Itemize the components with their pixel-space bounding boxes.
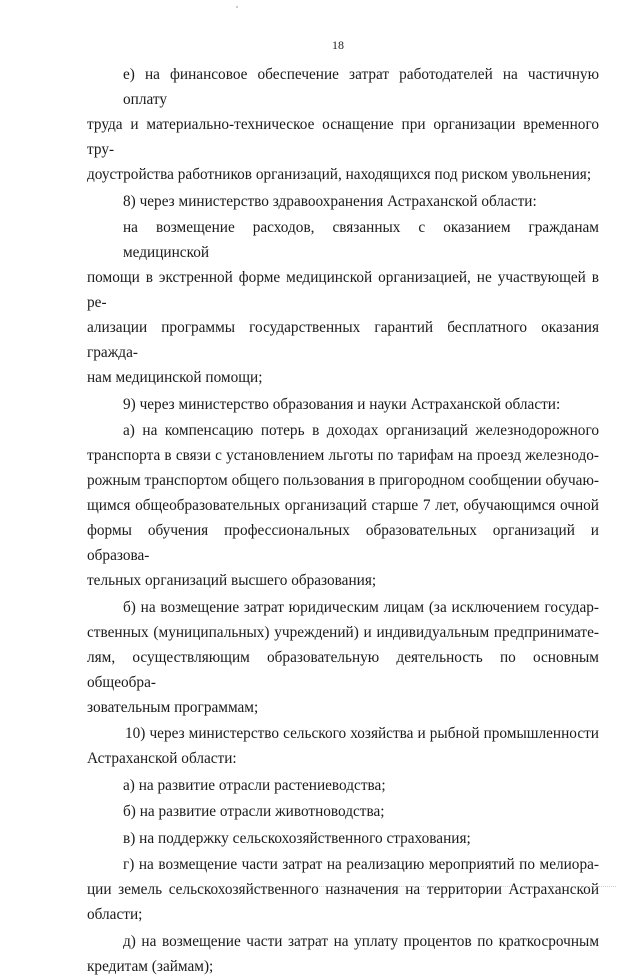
scan-artifact-line xyxy=(316,886,616,891)
paragraph xyxy=(87,189,599,214)
paragraph xyxy=(87,799,599,824)
paragraph xyxy=(87,392,599,417)
text-line: транспорта в связи с установлением льготы по тарифам на проезд железнодо- xyxy=(87,447,599,464)
text-line: Астраханской области: xyxy=(87,750,237,767)
text-line: ции земель сельскохозяйственного назначения на территории Астраханской xyxy=(87,881,599,898)
text-line: зовательным программам; xyxy=(87,698,259,716)
text-line: помощи в экстренной форме медицинской организацией, не участвующей в ре- xyxy=(87,269,599,311)
text-line: тельных организаций высшего образования; xyxy=(87,572,377,589)
text-line: е) на финансовое обеспечение затрат работодателей на частичную оплату xyxy=(123,66,599,108)
paragraph xyxy=(87,418,599,593)
paragraph xyxy=(87,826,599,851)
text-line: области; xyxy=(87,906,143,923)
text-line: а) на компенсацию потерь в доходах организаций железнодорожного xyxy=(123,422,599,439)
text-line: а) на развитие отрасли растениеводства; xyxy=(123,776,386,794)
text-line: нам медицинской помощи; xyxy=(87,369,263,386)
page-number: 18 xyxy=(332,38,344,52)
paragraph xyxy=(87,773,599,798)
text-line: лям, осуществляющим образовательную деятельность по основным общеобра- xyxy=(87,648,599,691)
text-line: 10) через министерство сельского хозяйства и рыбной промышленности xyxy=(125,725,599,742)
text-line: ственных (муниципальных) учреждений) и индивидуальным предпринимате- xyxy=(87,623,599,641)
text-line: ализации программы государственных гарантий бесплатного оказания гражда- xyxy=(87,319,599,361)
scan-artifact xyxy=(236,6,238,8)
document-body xyxy=(87,62,599,980)
paragraph xyxy=(87,929,599,979)
paragraph xyxy=(87,62,599,187)
paragraph xyxy=(87,215,599,390)
text-line: щимся общеобразовательных организаций старше 7 лет, обучающимся очной xyxy=(87,497,599,514)
text-line: 8) через министерство здравоохранения Астраханской области: xyxy=(123,192,537,210)
text-line: в) на поддержку сельскохозяйственного страхования; xyxy=(123,829,471,847)
text-line: формы обучения профессиональных образовательных организаций и образова- xyxy=(87,522,599,564)
text-line: б) на развитие отрасли животноводства; xyxy=(123,803,385,820)
text-line: доустройства работников организаций, находящихся под риском увольнения; xyxy=(87,166,592,183)
text-line: на возмещение расходов, связанных с оказанием гражданам медицинской xyxy=(123,219,599,261)
text-line: г) на возмещение части затрат на реализацию мероприятий по мелиора- xyxy=(123,856,599,873)
text-line: д) на возмещение части затрат на уплату процентов по краткосрочным xyxy=(123,932,599,950)
paragraph xyxy=(87,721,599,771)
text-line: б) на возмещение затрат юридическим лицам (за исключением государ- xyxy=(123,598,599,616)
text-line: труда и материально-техническое оснащение при организации временного тру- xyxy=(87,116,599,158)
text-line: рожным транспортом общего пользования в пригородном сообщении обучаю- xyxy=(87,472,599,489)
paragraph xyxy=(87,595,599,720)
text-line: 9) через министерство образования и науки Астраханской области: xyxy=(123,395,561,413)
text-line: кредитам (займам); xyxy=(87,957,214,975)
